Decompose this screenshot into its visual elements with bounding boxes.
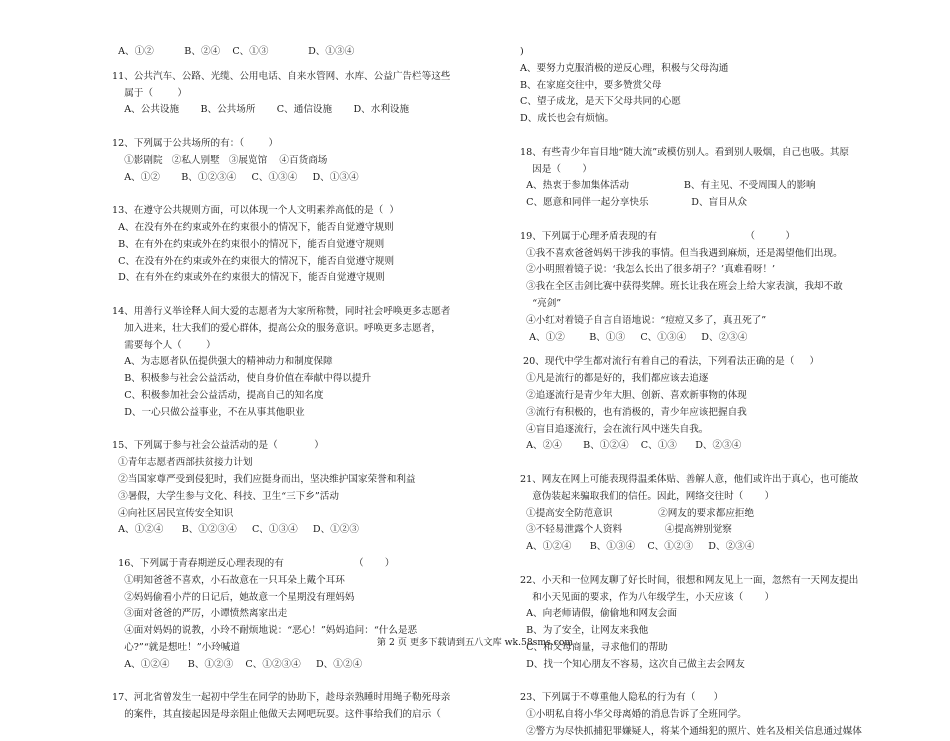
question-line: ②当国家尊严受到侵犯时，我们应挺身而出，坚决维护国家荣誉和利益 xyxy=(112,473,416,485)
question-line: 16、下列属于青春期逆反心理表现的有 （ ） xyxy=(112,557,395,569)
question-line: A、在没有外在约束或外在约束很小的情况下，能否自觉遵守规则 xyxy=(112,221,394,233)
question-line: D、找一个知心朋友不容易，这次自己做主去会网友 xyxy=(520,658,745,670)
question-line: ①我不喜欢爸爸妈妈干涉我的事情。但当我遇到麻烦，还是渴望他们出现。 xyxy=(520,247,843,259)
question-line: ④盲目追逐流行，会在流行风中迷失自我。 xyxy=(520,423,709,435)
question-line: ④面对妈妈的说教，小玲不耐烦地说：“恶心！”妈妈追问：“什么是恶 xyxy=(112,625,418,637)
question-block xyxy=(112,690,484,724)
question-line: ①凡是流行的都是好的，我们都应该去追逐 xyxy=(520,373,709,385)
question-block xyxy=(520,472,892,556)
question-line: ①明知爸爸不喜欢，小石故意在一只耳朵上戴个耳环 xyxy=(112,574,345,586)
question-line: C、和父母商量，寻求他们的帮助 xyxy=(520,641,668,653)
question-line: 和小天见面的要求，作为八年级学生，小天应该（ ） xyxy=(520,591,775,603)
question-line: 14、用善行义举诠释人间大爱的志愿者为大家所称赞，同时社会呼唤更多志愿者 xyxy=(112,305,451,317)
question-line: B、在有外在约束或外在约束很小的情况下，能否自觉遵守规则 xyxy=(112,238,385,250)
question-line: D、成长也会有烦恼。 xyxy=(520,113,615,125)
question-line: 22、小天和一位网友聊了好长时间，很想和网友见上一面，忽然有一天网友提出 xyxy=(520,574,859,586)
question-block xyxy=(520,145,892,212)
question-block xyxy=(520,229,892,347)
question-line: A、①②④ B、①②③④ C、①③④ D、①②③ xyxy=(112,524,359,536)
question-line: 加入进来，壮大我们的爱心群体，提高公众的服务意识。呼唤更多志愿者， xyxy=(112,322,441,334)
question-line: ③暑假，大学生参与文化、科技、卫生“三下乡”活动 xyxy=(112,490,339,502)
question-line: A、要努力克服消极的逆反心理，积极与父母沟通 xyxy=(520,62,729,74)
question-line: 意伪装起来骗取我们的信任。因此，网络交往时（ ） xyxy=(520,490,775,502)
question-line: A、①②④ B、①②③ C、①②③④ D、①②④ xyxy=(112,658,363,670)
question-line: C、愿意和同伴一起分享快乐 D、盲目从众 xyxy=(520,197,747,209)
question-block xyxy=(520,354,892,455)
question-line: ①提高安全防范意识 ②网友的要求都应拒绝 xyxy=(520,507,755,519)
question-line: ②妈妈偷看小芹的日记后，她故意一个星期没有理妈妈 xyxy=(112,591,355,603)
question-block xyxy=(112,203,484,287)
question-line: ①青年志愿者西部扶贫接力计划 xyxy=(112,457,253,469)
question-line: A、为志愿者队伍提供强大的精神动力和制度保障 xyxy=(112,356,333,368)
question-line: D、在有外在约束或外在约束很大的情况下，能否自觉遵守规则 xyxy=(112,272,385,284)
question-block xyxy=(112,438,484,539)
question-line: 心?”“就是想吐！”小玲喊道 xyxy=(112,641,240,653)
question-line: ) xyxy=(520,46,524,57)
question-line: 需要每个人（ ） xyxy=(112,339,216,351)
question-block xyxy=(112,304,484,422)
question-block xyxy=(520,44,892,128)
question-line: 12、下列属于公共场所的有：（ ） xyxy=(112,137,279,149)
question-line: A、①② B、①③ C、①③④ D、②③④ xyxy=(520,331,748,343)
question-line: ①影剧院 ②私人别墅 ③展览馆 ④百货商场 xyxy=(112,154,328,166)
question-line: ④向社区居民宣传安全知识 xyxy=(112,507,234,519)
page-footer: 第 2 页 更多下载请到五八文库 wk.58sms.com xyxy=(376,637,574,648)
question-line: A、①②④ B、①③④ C、①②③ D、②③④ xyxy=(520,541,755,553)
question-line: B、在家庭交往中，要多赞赏父母 xyxy=(520,79,662,91)
question-line: ①小明私自将小华父母离婚的消息告诉了全班同学。 xyxy=(520,709,747,721)
question-line: C、望子成龙，是天下父母共同的心愿 xyxy=(520,96,681,108)
question-line: ③流行有积极的，也有消极的，青少年应该把握自我 xyxy=(520,406,747,418)
question-line: 23、下列属于不尊重他人隐私的行为有（ ） xyxy=(520,692,724,704)
question-block xyxy=(112,136,484,186)
question-line: A、②④ B、①②④ C、①③ D、②③④ xyxy=(520,440,742,452)
question-block xyxy=(520,690,892,740)
question-line: D、一心只做公益事业，不在从事其他职业 xyxy=(112,406,305,418)
question-line: 的案件，其直接起因是母亲阻止他做天去网吧玩耍。这件事给我们的启示（ xyxy=(112,709,441,721)
question-line: 15、下列属于参与社会公益活动的是（ ） xyxy=(112,440,324,452)
question-line: A、向老师请假，偷偷地和网友会面 xyxy=(520,608,677,620)
question-line: ②追逐流行是青少年大胆、创新、喜欢新事物的体现 xyxy=(520,389,747,401)
question-line: 因是（ ） xyxy=(520,163,592,175)
question-line: A、公共设施 B、公共场所 C、通信设施 D、水利设施 xyxy=(112,104,410,116)
question-line: “亮剑” xyxy=(520,297,562,309)
question-block xyxy=(520,573,892,674)
question-line: ④小红对着镜子自言自语地说：“痘痘又多了，真丑死了” xyxy=(520,314,767,326)
question-line: A、①② B、①②③④ C、①③④ D、①③④ xyxy=(112,171,359,183)
question-block xyxy=(112,556,484,674)
question-line: 属于（ ） xyxy=(112,87,187,99)
question-line: 19、下列属于心理矛盾表现的有 （ ） xyxy=(520,230,796,242)
question-line: B、积极参与社会公益活动，使自身价值在奉献中得以提升 xyxy=(112,373,372,385)
question-line: A、热衷于参加集体活动 B、有主见、不受周围人的影响 xyxy=(520,180,816,192)
question-block xyxy=(112,69,484,119)
question-line: 18、有些青少年盲目地“随大流”或模仿别人。看到别人吸烟，自己也吸。其原 xyxy=(520,146,850,158)
question-line: 20、现代中学生都对流行有着自己的看法，下列看法正确的是（ ） xyxy=(520,356,820,368)
question-line: 21、网友在网上可能表现得温柔体贴、善解人意，他们或许出于真心，也可能故 xyxy=(520,473,859,485)
question-line: A、①② B、②④ C、①③ D、①③④ xyxy=(112,46,355,57)
question-line: ②警方为尽快抓捕犯罪嫌疑人，将某个通缉犯的照片、姓名及相关信息通过媒体 xyxy=(520,725,862,737)
question-line: C、积极参加社会公益活动，提高自己的知名度 xyxy=(112,389,324,401)
question-line: 11、公共汽车、公路、光缆、公用电话、自来水管网、水库、公益广告栏等这些 xyxy=(112,70,451,82)
question-line: C、在没有外在约束或外在约束很大的情况下，能否自觉遵守规则 xyxy=(112,255,395,267)
question-line: 17、河北省曾发生一起初中学生在同学的协助下，趁母亲熟睡时用绳子勒死母亲 xyxy=(112,692,451,704)
question-line: ③面对爸爸的严厉，小谭愤然离家出走 xyxy=(112,608,288,620)
question-line: ③我在全区击剑比赛中获得奖牌。班长让我在班会上给大家表演，我却不敢 xyxy=(520,281,843,293)
question-line: B、为了安全，让网友来我他 xyxy=(520,625,649,637)
question-line: ②小明照着镜子说：‘我怎么长出了很多胡子？’真难看呀！’ xyxy=(520,264,776,276)
question-line: ③不轻易泄露个人资料 ④提高辨别觉察 xyxy=(520,524,732,536)
question-block xyxy=(112,44,484,61)
left-column xyxy=(112,44,484,724)
question-line: 13、在遵守公共规则方面，可以体现一个人文明素养高低的是（ ） xyxy=(112,205,399,217)
